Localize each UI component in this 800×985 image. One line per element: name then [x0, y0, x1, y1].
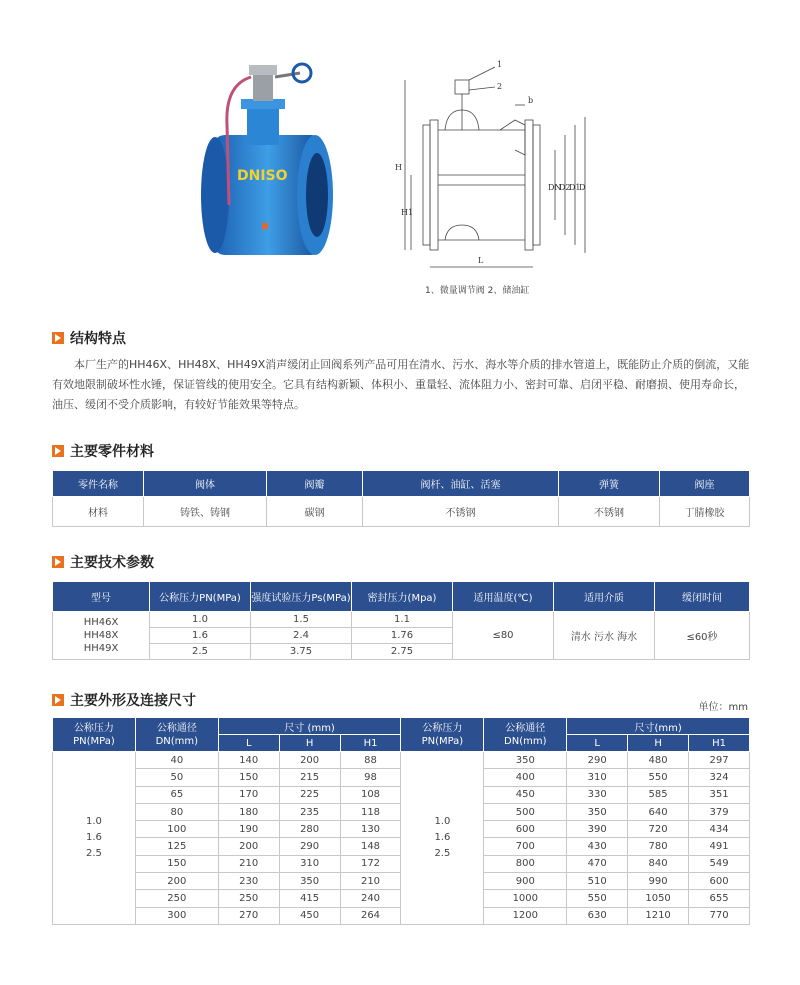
dims-cell: 225: [279, 786, 340, 803]
dims-cell: 150: [135, 855, 218, 872]
param-header: 型号: [53, 582, 150, 612]
dims-header: 尺寸(mm): [567, 718, 750, 735]
dims-cell: 450: [279, 907, 340, 924]
param-cell: 1.0: [150, 612, 251, 628]
param-cell: 1.5: [251, 612, 352, 628]
table-row: [53, 612, 750, 628]
dims-cell: 470: [567, 855, 628, 872]
param-models: HH46X HH48X HH49X: [53, 612, 150, 660]
param-cell: 2.5: [150, 644, 251, 660]
dims-cell: 50: [135, 769, 218, 786]
section-params-title: [52, 552, 154, 572]
param-media: 清水 污水 海水: [554, 612, 655, 660]
valve-drawing: [385, 55, 615, 280]
dims-cell: 40: [135, 752, 218, 769]
logo-text: DNISO: [237, 168, 288, 184]
dims-cell: 351: [689, 786, 750, 803]
dim-DN: DN: [548, 183, 562, 192]
param-header: 公称压力PN(MPa): [150, 582, 251, 612]
dims-cell: 108: [340, 786, 401, 803]
mat-header: 阀瓣: [267, 471, 363, 497]
section-features-label: 结构特点: [70, 331, 126, 347]
param-time: ≤60秒: [655, 612, 750, 660]
dims-cell: 80: [135, 803, 218, 820]
dim-H1: H1: [401, 208, 414, 217]
section-materials-title: [52, 441, 154, 461]
mat-header: 阀体: [144, 471, 267, 497]
dims-cell: 800: [484, 855, 567, 872]
dims-cell: 1200: [484, 907, 567, 924]
dims-cell: 190: [218, 821, 279, 838]
dims-cell: 290: [279, 838, 340, 855]
dims-cell: 350: [279, 873, 340, 890]
dims-cell: 118: [340, 803, 401, 820]
dims-cell: 300: [135, 907, 218, 924]
dims-cell: 415: [279, 890, 340, 907]
dims-cell: 655: [689, 890, 750, 907]
dims-cell: 630: [567, 907, 628, 924]
dims-cell: 250: [218, 890, 279, 907]
dims-cell: 430: [567, 838, 628, 855]
features-paragraph: 本厂生产的HH46X、HH48X、HH49X消声缓闭止回阀系列产品可用在清水、污水、海水等介质的排水管道上，既能防止介质的倒流，又能有效地限制破坏性水锤，保证管线的使用安全。它具有结构新颖、体积小、重量轻、流体阻力小、密封可靠、启闭平稳、耐磨损、使用寿命长，油压、缓闭不受介质影响，有较好节能效果等特点。: [52, 358, 750, 411]
dims-cell: 230: [218, 873, 279, 890]
dims-header: H1: [340, 735, 401, 752]
dims-cell: 215: [279, 769, 340, 786]
mat-cell: 不锈钢: [363, 497, 559, 527]
mat-cell: 不锈钢: [559, 497, 660, 527]
dims-cell: 770: [689, 907, 750, 924]
valve-photo: [195, 55, 345, 270]
dims-cell: 264: [340, 907, 401, 924]
dims-cell: 65: [135, 786, 218, 803]
dims-header: H1: [689, 735, 750, 752]
dims-cell: 200: [279, 752, 340, 769]
dims-cell: 585: [628, 786, 689, 803]
mat-cell: 材料: [53, 497, 144, 527]
dims-cell: 500: [484, 803, 567, 820]
dims-cell: 1210: [628, 907, 689, 924]
dims-header: 公称压力 PN(MPa): [53, 718, 136, 752]
param-header: 适用介质: [554, 582, 655, 612]
dims-cell: 210: [340, 873, 401, 890]
dims-cell: 88: [340, 752, 401, 769]
param-header: 缓闭时间: [655, 582, 750, 612]
dims-header: 公称压力 PN(MPa): [401, 718, 484, 752]
dims-cell: 180: [218, 803, 279, 820]
param-header: 适用温度(℃): [453, 582, 554, 612]
dims-header: H: [628, 735, 689, 752]
section-dims-label: 主要外形及连接尺寸: [70, 693, 196, 709]
dims-cell: 480: [628, 752, 689, 769]
dims-cell: 840: [628, 855, 689, 872]
param-cell: 1.6: [150, 628, 251, 644]
dims-cell: 1.0 1.6 2.5: [53, 752, 136, 925]
dims-header: L: [567, 735, 628, 752]
dim-D1: D1: [569, 183, 581, 192]
dims-cell: 130: [340, 821, 401, 838]
dims-table: [52, 717, 750, 925]
dims-cell: 491: [689, 838, 750, 855]
dims-header: 公称通径 DN(mm): [484, 718, 567, 752]
dims-cell: 780: [628, 838, 689, 855]
param-cell: 2.75: [352, 644, 453, 660]
dims-cell: 100: [135, 821, 218, 838]
dims-cell: 450: [484, 786, 567, 803]
dims-header: L: [218, 735, 279, 752]
dim-D2: D2: [559, 183, 571, 192]
dims-cell: 200: [218, 838, 279, 855]
dims-cell: 98: [340, 769, 401, 786]
dims-cell: 310: [279, 855, 340, 872]
dim-D: D: [579, 183, 586, 192]
dims-cell: 640: [628, 803, 689, 820]
dims-cell: 1050: [628, 890, 689, 907]
table-row: [53, 752, 750, 769]
mat-header: 零件名称: [53, 471, 144, 497]
param-cell: 1.1: [352, 612, 453, 628]
section-materials-label: 主要零件材料: [70, 444, 154, 460]
dims-cell: 1000: [484, 890, 567, 907]
section-params-label: 主要技术参数: [70, 555, 154, 571]
dims-header: H: [279, 735, 340, 752]
section-features-title: [52, 328, 126, 348]
dims-cell: 434: [689, 821, 750, 838]
callout-2: 2: [497, 82, 503, 91]
param-temp: ≤80: [453, 612, 554, 660]
arrow-icon: [52, 445, 64, 457]
dims-cell: 210: [218, 855, 279, 872]
param-header: 强度试验压力Ps(MPa): [251, 582, 352, 612]
mat-cell: 丁腈橡胶: [660, 497, 750, 527]
dims-cell: 550: [628, 769, 689, 786]
dims-cell: 600: [484, 821, 567, 838]
param-cell: 1.76: [352, 628, 453, 644]
param-header: 密封压力(Mpa): [352, 582, 453, 612]
params-table: [52, 581, 750, 660]
dims-cell: 150: [218, 769, 279, 786]
mat-header: 弹簧: [559, 471, 660, 497]
dims-cell: 990: [628, 873, 689, 890]
dims-cell: 600: [689, 873, 750, 890]
dims-cell: 280: [279, 821, 340, 838]
dims-cell: 172: [340, 855, 401, 872]
dims-cell: 900: [484, 873, 567, 890]
callout-1: 1: [497, 60, 503, 69]
dims-cell: 1.0 1.6 2.5: [401, 752, 484, 925]
dims-cell: 148: [340, 838, 401, 855]
dims-cell: 140: [218, 752, 279, 769]
dim-b: b: [528, 96, 534, 105]
param-cell: 3.75: [251, 644, 352, 660]
dims-cell: 235: [279, 803, 340, 820]
dims-cell: 250: [135, 890, 218, 907]
unit-label: 单位：mm: [698, 702, 748, 713]
materials-table: [52, 470, 750, 527]
dims-cell: 550: [567, 890, 628, 907]
dims-cell: 125: [135, 838, 218, 855]
dims-cell: 549: [689, 855, 750, 872]
arrow-icon: [52, 694, 64, 706]
drawing-caption: 1、微量调节阀 2、储油缸: [425, 286, 530, 296]
mat-header: 阀座: [660, 471, 750, 497]
dims-cell: 350: [567, 803, 628, 820]
dims-cell: 200: [135, 873, 218, 890]
dims-cell: 170: [218, 786, 279, 803]
table-row: [53, 497, 750, 527]
arrow-icon: [52, 556, 64, 568]
arrow-icon: [52, 332, 64, 344]
dims-cell: 270: [218, 907, 279, 924]
dims-cell: 324: [689, 769, 750, 786]
dims-cell: 350: [484, 752, 567, 769]
dims-cell: 290: [567, 752, 628, 769]
dims-cell: 720: [628, 821, 689, 838]
dims-cell: 310: [567, 769, 628, 786]
dims-cell: 390: [567, 821, 628, 838]
dims-cell: 510: [567, 873, 628, 890]
dim-H: H: [395, 163, 402, 172]
mat-cell: 铸铁、铸钢: [144, 497, 267, 527]
mat-cell: 碳钢: [267, 497, 363, 527]
dims-cell: 700: [484, 838, 567, 855]
dims-header: 尺寸 (mm): [218, 718, 401, 735]
dims-cell: 297: [689, 752, 750, 769]
dims-cell: 240: [340, 890, 401, 907]
mat-header: 阀杆、油缸、活塞: [363, 471, 559, 497]
dims-header: 公称通径 DN(mm): [135, 718, 218, 752]
dim-L: L: [478, 256, 484, 265]
param-cell: 2.4: [251, 628, 352, 644]
section-dims-title: [52, 690, 196, 710]
dims-cell: 330: [567, 786, 628, 803]
dims-cell: 379: [689, 803, 750, 820]
dims-cell: 400: [484, 769, 567, 786]
